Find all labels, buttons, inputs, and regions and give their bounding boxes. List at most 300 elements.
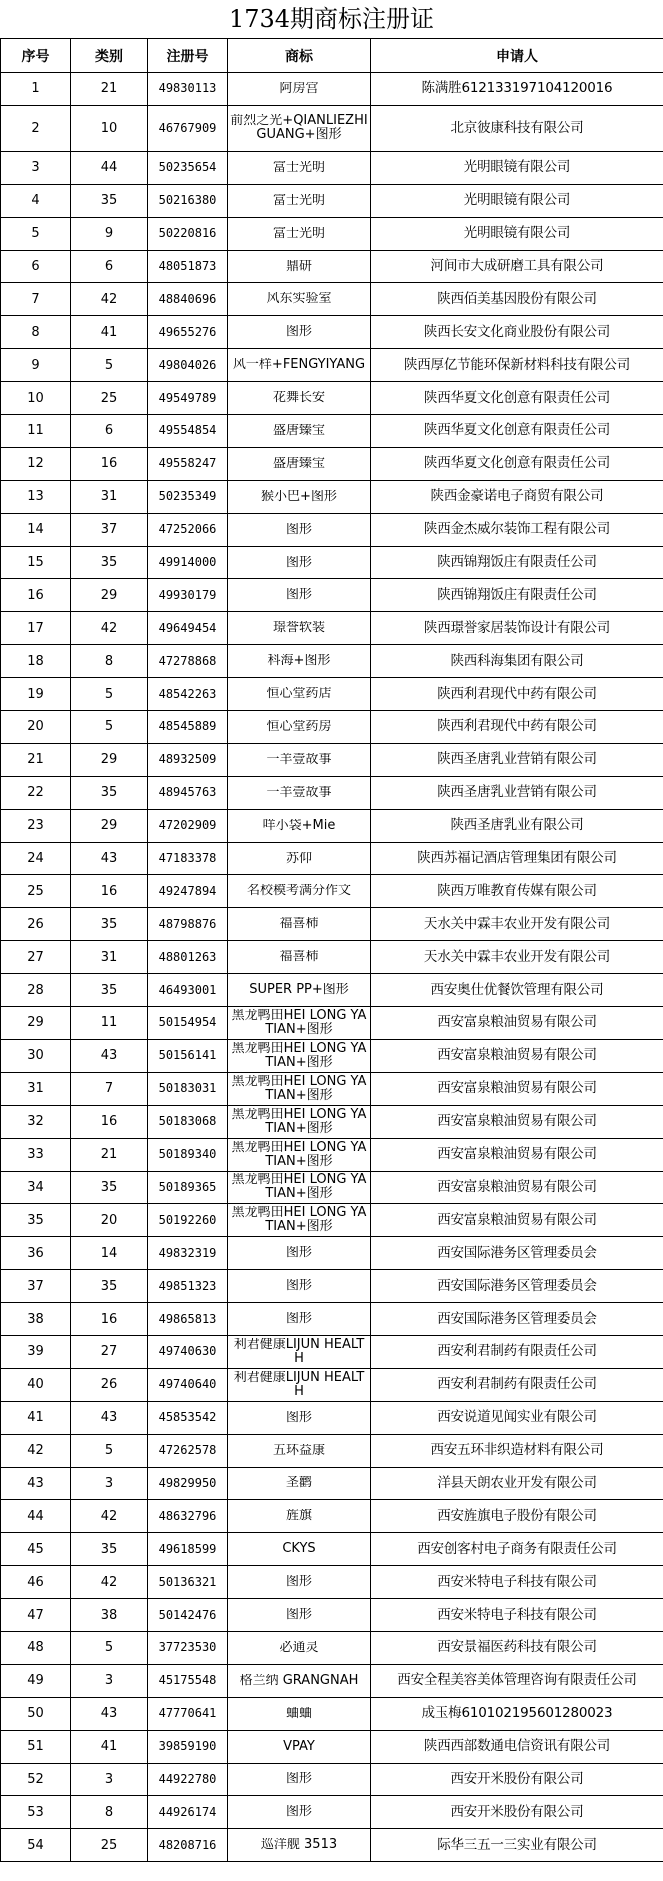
cell-seq: 16 [1,579,71,612]
mark-text: 图形 [285,1246,312,1261]
mark-text: 富士光明 [272,226,325,241]
mark-text: 黑龙鸭田HEI LONG YA TIAN+图形 [231,1008,367,1037]
cell-class: 43 [71,842,148,875]
mark-text: 富士光明 [272,160,325,175]
cell-class: 35 [71,908,148,941]
cell-class: 38 [71,1599,148,1632]
cell-applicant: 光明眼镜有限公司 [371,217,663,250]
cell-reg-no: 48798876 [148,908,228,941]
mark-text: 蛐蛐 [285,1706,312,1721]
cell-applicant: 陕西苏福记酒店管理集团有限公司 [371,842,663,875]
cell-mark [228,447,371,480]
cell-applicant: 陕西圣唐乳业营销有限公司 [371,743,663,776]
cell-class: 16 [71,1105,148,1138]
cell-mark [228,1138,371,1171]
cell-mark [228,711,371,744]
cell-mark [228,316,371,349]
mark-text: 利君健康LIJUN HEALTH [233,1337,365,1366]
mark-text: 一羊壹故事 [266,752,332,767]
cell-mark [228,184,371,217]
cell-seq: 53 [1,1796,71,1829]
cell-applicant: 陕西华夏文化创意有限责任公司 [371,382,663,415]
mark-text: 风东实验室 [266,292,332,307]
table-row [1,480,663,513]
mark-text: 图形 [285,522,312,537]
cell-seq: 23 [1,809,71,842]
mark-text: 图形 [285,1608,312,1623]
mark-text: 图形 [285,1312,312,1326]
cell-reg-no: 50189365 [148,1171,228,1204]
cell-seq: 42 [1,1434,71,1467]
cell-reg-no: 47278868 [148,645,228,678]
cell-seq: 18 [1,645,71,678]
cell-mark [228,382,371,415]
table-row [1,678,663,711]
mark-text: 格兰纳 GRANGNAH [239,1673,359,1688]
mark-text: 科海+图形 [267,654,331,669]
cell-seq: 38 [1,1303,71,1336]
mark-text: SUPER PP+图形 [249,983,349,998]
cell-seq: 33 [1,1138,71,1171]
cell-applicant: 西安奥仕优餐饮管理有限公司 [371,974,663,1007]
table-row [1,546,663,579]
cell-class: 29 [71,579,148,612]
cell-class: 5 [71,678,148,711]
table-row [1,1697,663,1730]
mark-text: 图形 [285,1279,312,1294]
cell-seq: 7 [1,283,71,316]
cell-seq: 25 [1,875,71,908]
table-row [1,1566,663,1599]
mark-text: 恒心堂药店 [266,687,332,702]
cell-applicant: 西安开米股份有限公司 [371,1763,663,1796]
cell-reg-no: 47262578 [148,1434,228,1467]
cell-seq: 3 [1,151,71,184]
cell-mark [228,1763,371,1796]
cell-mark [228,1007,371,1040]
cell-seq: 46 [1,1566,71,1599]
cell-mark [228,283,371,316]
cell-seq: 40 [1,1368,71,1401]
cell-class: 8 [71,645,148,678]
table-row [1,1138,663,1171]
cell-seq: 37 [1,1270,71,1303]
cell-applicant: 陕西华夏文化创意有限责任公司 [371,415,663,448]
cell-reg-no: 47770641 [148,1697,228,1730]
mark-text: 利君健康LIJUN HEALTH [233,1370,365,1399]
cell-class: 37 [71,513,148,546]
cell-reg-no: 48932509 [148,743,228,776]
header-class: 类别 [71,39,148,73]
cell-applicant: 陈满胜612133197104120016 [371,73,663,106]
cell-mark [228,1237,371,1270]
cell-reg-no: 50235654 [148,151,228,184]
table-row [1,1796,663,1829]
cell-applicant: 西安富泉粮油贸易有限公司 [371,1039,663,1072]
cell-seq: 47 [1,1599,71,1632]
cell-mark [228,1270,371,1303]
cell-mark [228,73,371,106]
mark-text: 猴小巴+图形 [261,489,337,504]
table-row [1,1829,663,1862]
cell-class: 42 [71,283,148,316]
cell-applicant: 西安说道见闻实业有限公司 [371,1401,663,1434]
table-row [1,283,663,316]
header-applicant: 申请人 [371,39,663,73]
table-row [1,151,663,184]
cell-mark [228,1664,371,1697]
cell-mark [228,1500,371,1533]
mark-text: 咩小袋+Mie [262,818,336,833]
cell-seq: 30 [1,1039,71,1072]
cell-class: 42 [71,1566,148,1599]
cell-reg-no: 48801263 [148,941,228,974]
table-row [1,1105,663,1138]
table-row [1,809,663,842]
cell-reg-no: 48208716 [148,1829,228,1862]
mark-text: 一羊壹故事 [266,785,332,800]
mark-text: 圣鹳 [285,1476,312,1491]
cell-applicant: 西安景福医药科技有限公司 [371,1631,663,1664]
cell-class: 43 [71,1039,148,1072]
cell-seq: 50 [1,1697,71,1730]
cell-class: 29 [71,809,148,842]
cell-class: 26 [71,1368,148,1401]
cell-applicant: 陕西金豪诺电子商贸有限公司 [371,480,663,513]
mark-text: 富士光明 [272,193,325,208]
cell-mark [228,809,371,842]
cell-reg-no: 49830113 [148,73,228,106]
mark-text: 黑龙鸭田HEI LONG YA TIAN+图形 [231,1107,367,1136]
cell-seq: 45 [1,1533,71,1566]
cell-reg-no: 44926174 [148,1796,228,1829]
cell-class: 5 [71,1631,148,1664]
cell-seq: 26 [1,908,71,941]
mark-text: 图形 [285,1410,312,1425]
cell-class: 35 [71,184,148,217]
mark-text: 盛唐臻宝 [272,456,325,471]
cell-class: 25 [71,1829,148,1862]
cell-reg-no: 50220816 [148,217,228,250]
cell-reg-no: 45175548 [148,1664,228,1697]
mark-text: 福喜柿 [279,950,319,965]
cell-reg-no: 49804026 [148,349,228,382]
cell-mark [228,1072,371,1105]
cell-mark [228,217,371,250]
cell-applicant: 西安富泉粮油贸易有限公司 [371,1072,663,1105]
mark-text: 黑龙鸭田HEI LONG YA TIAN+图形 [231,1041,367,1070]
cell-applicant: 陕西利君现代中药有限公司 [371,678,663,711]
cell-class: 31 [71,941,148,974]
cell-applicant: 西安利君制药有限责任公司 [371,1335,663,1368]
header-mark: 商标 [228,39,371,73]
cell-reg-no: 50154954 [148,1007,228,1040]
cell-class: 16 [71,1303,148,1336]
cell-class: 3 [71,1664,148,1697]
cell-reg-no: 50216380 [148,184,228,217]
mark-text: 花舞长安 [272,391,325,406]
mark-text: 黑龙鸭田HEI LONG YA TIAN+图形 [231,1173,367,1202]
cell-applicant: 际华三五一三实业有限公司 [371,1829,663,1862]
mark-text: 旌旗 [285,1509,312,1524]
cell-mark [228,415,371,448]
cell-class: 5 [71,349,148,382]
cell-seq: 52 [1,1763,71,1796]
cell-class: 10 [71,105,148,151]
cell-class: 21 [71,73,148,106]
cell-reg-no: 47252066 [148,513,228,546]
cell-seq: 9 [1,349,71,382]
table-row [1,105,663,151]
cell-applicant: 西安利君制药有限责任公司 [371,1368,663,1401]
table-row [1,645,663,678]
cell-applicant: 西安富泉粮油贸易有限公司 [371,1007,663,1040]
cell-mark [228,546,371,579]
table-row [1,1072,663,1105]
cell-applicant: 河间市大成研磨工具有限公司 [371,250,663,283]
cell-applicant: 西安国际港务区管理委员会 [371,1237,663,1270]
cell-reg-no: 49618599 [148,1533,228,1566]
cell-class: 35 [71,1171,148,1204]
cell-seq: 13 [1,480,71,513]
cell-class: 20 [71,1204,148,1237]
cell-class: 35 [71,974,148,1007]
cell-class: 42 [71,612,148,645]
cell-applicant: 西安全程美容美体管理咨询有限责任公司 [371,1664,663,1697]
table-row [1,1039,663,1072]
table-header-row [1,39,663,73]
cell-applicant: 陕西西部数通电信资讯有限公司 [371,1730,663,1763]
cell-seq: 35 [1,1204,71,1237]
cell-seq: 2 [1,105,71,151]
page-title: 1734期商标注册证 [228,5,435,33]
cell-class: 6 [71,250,148,283]
cell-applicant: 陕西圣唐乳业有限公司 [371,809,663,842]
cell-seq: 21 [1,743,71,776]
table-row [1,250,663,283]
cell-reg-no: 50156141 [148,1039,228,1072]
table-row [1,1434,663,1467]
table-row [1,941,663,974]
cell-class: 9 [71,217,148,250]
cell-reg-no: 48051873 [148,250,228,283]
cell-applicant: 陕西金杰威尔装饰工程有限公司 [371,513,663,546]
table-row [1,415,663,448]
table-row [1,1237,663,1270]
mark-text: 图形 [285,588,312,603]
table-row [1,1368,663,1401]
cell-applicant: 西安米特电子科技有限公司 [371,1599,663,1632]
cell-class: 29 [71,743,148,776]
cell-seq: 49 [1,1664,71,1697]
cell-reg-no: 49832319 [148,1237,228,1270]
cell-mark [228,1467,371,1500]
mark-text: 璟誉软装 [272,621,325,636]
mark-text: 前烈之光+QIANLIEZHIGUANG+图形 [230,114,368,143]
cell-mark [228,1697,371,1730]
cell-reg-no: 49558247 [148,447,228,480]
cell-applicant: 陕西科海集团有限公司 [371,645,663,678]
cell-mark [228,1566,371,1599]
cell-mark [228,579,371,612]
cell-applicant: 陕西长安文化商业股份有限公司 [371,316,663,349]
cell-applicant: 西安国际港务区管理委员会 [371,1303,663,1336]
cell-applicant: 西安米特电子科技有限公司 [371,1566,663,1599]
cell-seq: 28 [1,974,71,1007]
table-row [1,1401,663,1434]
cell-applicant: 天水关中霖丰农业开发有限公司 [371,908,663,941]
cell-seq: 44 [1,1500,71,1533]
mark-text: 黑龙鸭田HEI LONG YA TIAN+图形 [231,1206,367,1235]
cell-mark [228,151,371,184]
table-row [1,316,663,349]
cell-class: 8 [71,1796,148,1829]
cell-mark [228,1105,371,1138]
cell-reg-no: 49914000 [148,546,228,579]
cell-seq: 31 [1,1072,71,1105]
mark-text: 黑龙鸭田HEI LONG YA TIAN+图形 [231,1140,367,1169]
cell-reg-no: 45853542 [148,1401,228,1434]
table-row [1,1631,663,1664]
cell-reg-no: 47202909 [148,809,228,842]
cell-mark [228,1631,371,1664]
cell-mark [228,1368,371,1401]
mark-text: 盛唐臻宝 [272,423,325,438]
cell-mark [228,1533,371,1566]
table-row [1,1533,663,1566]
cell-mark [228,1204,371,1237]
cell-applicant: 天水关中霖丰农业开发有限公司 [371,941,663,974]
cell-applicant: 北京彼康科技有限公司 [371,105,663,151]
mark-text: 图形 [285,1805,312,1820]
cell-class: 25 [71,382,148,415]
cell-reg-no: 49930179 [148,579,228,612]
table-row [1,1335,663,1368]
cell-mark [228,105,371,151]
cell-mark [228,842,371,875]
cell-reg-no: 37723530 [148,1631,228,1664]
cell-mark [228,678,371,711]
cell-seq: 41 [1,1401,71,1434]
cell-applicant: 陕西璟誉家居装饰设计有限公司 [371,612,663,645]
cell-reg-no: 50183031 [148,1072,228,1105]
cell-mark [228,250,371,283]
cell-class: 3 [71,1763,148,1796]
cell-class: 43 [71,1401,148,1434]
cell-applicant: 陕西圣唐乳业营销有限公司 [371,776,663,809]
table-row [1,382,663,415]
table-row [1,1730,663,1763]
cell-mark [228,1039,371,1072]
cell-applicant: 光明眼镜有限公司 [371,151,663,184]
table-row [1,447,663,480]
cell-applicant: 陕西锦翔饭庄有限责任公司 [371,546,663,579]
cell-mark [228,1401,371,1434]
cell-mark [228,480,371,513]
trademark-table [0,38,663,1862]
cell-seq: 5 [1,217,71,250]
cell-seq: 39 [1,1335,71,1368]
cell-reg-no: 49554854 [148,415,228,448]
table-row [1,776,663,809]
cell-applicant: 西安创客村电子商务有限责任公司 [371,1533,663,1566]
cell-seq: 11 [1,415,71,448]
cell-reg-no: 48632796 [148,1500,228,1533]
cell-mark [228,1796,371,1829]
table-row [1,974,663,1007]
cell-reg-no: 49655276 [148,316,228,349]
cell-seq: 48 [1,1631,71,1664]
cell-mark [228,1303,371,1336]
mark-text: 图形 [285,555,312,570]
cell-seq: 8 [1,316,71,349]
cell-reg-no: 49247894 [148,875,228,908]
cell-seq: 43 [1,1467,71,1500]
table-row [1,1270,663,1303]
table-row [1,711,663,744]
cell-applicant: 西安国际港务区管理委员会 [371,1270,663,1303]
cell-reg-no: 49740640 [148,1368,228,1401]
cell-class: 31 [71,480,148,513]
cell-mark [228,908,371,941]
cell-applicant: 洋县天朗农业开发有限公司 [371,1467,663,1500]
table-row [1,1007,663,1040]
cell-class: 35 [71,546,148,579]
mark-text: 五环益康 [272,1443,325,1458]
cell-mark [228,1171,371,1204]
cell-class: 5 [71,1434,148,1467]
cell-reg-no: 46493001 [148,974,228,1007]
table-row [1,513,663,546]
cell-class: 35 [71,1533,148,1566]
cell-class: 11 [71,1007,148,1040]
mark-text: 图形 [285,1575,312,1590]
table-row [1,73,663,106]
cell-reg-no: 49649454 [148,612,228,645]
cell-mark [228,645,371,678]
cell-mark [228,875,371,908]
cell-mark [228,1599,371,1632]
cell-reg-no: 49549789 [148,382,228,415]
cell-reg-no: 50192260 [148,1204,228,1237]
cell-mark [228,974,371,1007]
cell-applicant: 光明眼镜有限公司 [371,184,663,217]
cell-applicant: 西安富泉粮油贸易有限公司 [371,1105,663,1138]
cell-reg-no: 47183378 [148,842,228,875]
table-row [1,1303,663,1336]
cell-seq: 19 [1,678,71,711]
mark-text: CKYS [282,1542,316,1557]
table-row [1,1467,663,1500]
cell-seq: 1 [1,73,71,106]
cell-mark [228,349,371,382]
mark-text: 黑龙鸭田HEI LONG YA TIAN+图形 [231,1074,367,1103]
cell-class: 14 [71,1237,148,1270]
cell-mark [228,1335,371,1368]
cell-reg-no: 50189340 [148,1138,228,1171]
mark-text: 恒心堂药房 [266,719,332,734]
cell-seq: 34 [1,1171,71,1204]
cell-applicant: 陕西锦翔饭庄有限责任公司 [371,579,663,612]
cell-reg-no: 48945763 [148,776,228,809]
table-row [1,908,663,941]
cell-seq: 36 [1,1237,71,1270]
cell-seq: 6 [1,250,71,283]
cell-class: 16 [71,447,148,480]
table-row [1,1763,663,1796]
mark-text: 图形 [285,1772,312,1787]
cell-applicant: 陕西佰美基因股份有限公司 [371,283,663,316]
